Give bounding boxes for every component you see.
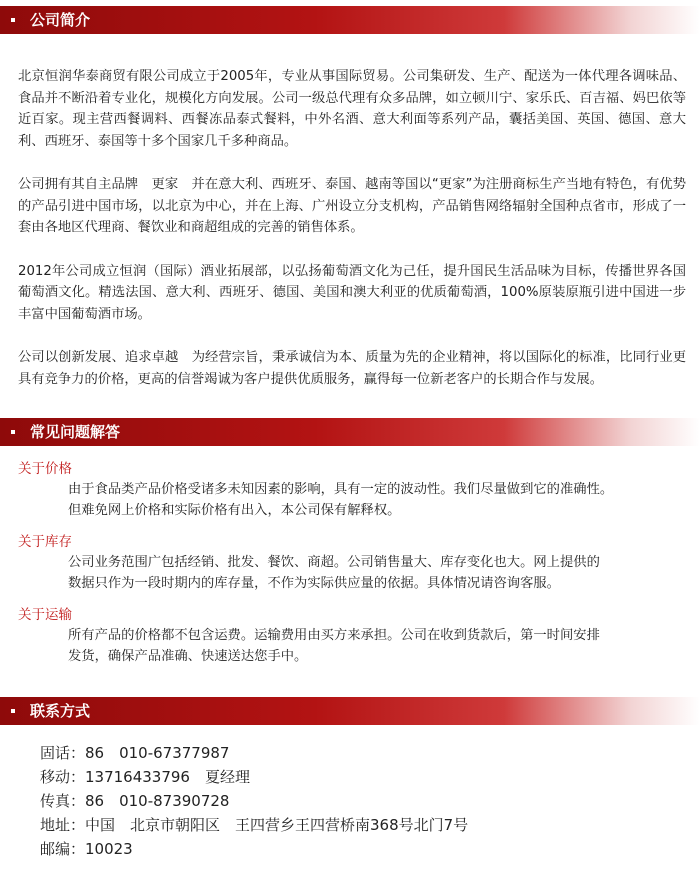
faq-item-line: 所有产品的价格都不包含运费。运输费用由买方来承担。公司在收到货款后，第一时间安排 (68, 628, 600, 643)
faq-item-line: 公司业务范围广包括经销、批发、餐饮、商超。公司销售量大、库存变化也大。网上提供的 (68, 555, 600, 570)
company-intro-header (0, 6, 700, 34)
contact-address: 地址：中国 北京市朝阳区 王四营乡王四营桥南368号北门7号 (40, 816, 469, 834)
faq-item-line: 数据只作为一段时期内的库存量，不作为实际供应量的依据。具体情况请咨询客服。 (68, 576, 560, 591)
faq-item-line: 由于食品类产品价格受诸多未知因素的影响，具有一定的波动性。我们尽量做到它的准确性。 (68, 482, 614, 497)
contact-mobile: 移动：13716433796 夏经理 (40, 768, 250, 786)
faq-item-body (18, 625, 688, 667)
contact-title: 联系方式 (30, 702, 91, 720)
company-intro-title: 公司简介 (30, 11, 91, 29)
faq-item-body (18, 552, 688, 594)
intro-paragraph: 北京恒润华泰商贸有限公司成立于2005年，专业从事国际贸易。公司集研发、生产、配送为一体代理各调味品、食品并不断沿着专业化，规模化方向发展。公司一级总代理有众多品牌，如立顿川宁、家乐氏、百吉福、妈巴依等近百家。现主营西餐调料、西餐冻品泰式餐料，中外名酒、意大利面等系列产品，囊括美国、英国、德国、意大利、西班牙、泰国等十多个国家几千多种商品。 (18, 69, 686, 149)
faq-item-shipping (18, 606, 688, 667)
faq-section (18, 460, 688, 679)
contact-landline: 固话：86 010-67377987 (40, 744, 230, 762)
contact-postcode: 邮编：10023 (40, 840, 133, 858)
intro-paragraph: 2012年公司成立恒润（国际）酒业拓展部，以弘扬葡萄酒文化为己任，提升国民生活品味为目标，传播世界各国葡萄酒文化。精选法国、意大利、西班牙、德国、美国和澳大利亚的优质葡萄酒，100%原装原瓶引进中国进一步丰富中国葡萄酒市场。 (18, 263, 686, 322)
contact-section (40, 741, 680, 861)
contact-header (0, 697, 700, 725)
faq-item-stock (18, 533, 688, 594)
faq-header (0, 418, 700, 446)
faq-item-title: 关于价格 (18, 461, 72, 477)
company-intro-section (18, 66, 686, 412)
intro-paragraph: 公司以创新发展、追求卓越 为经营宗旨，秉承诚信为本、质量为先的企业精神，将以国际化的标准，比同行业更具有竞争力的价格，更高的信誉竭诚为客户提供优质服务，赢得每一位新老客户的长期合作与发展。 (18, 350, 686, 387)
faq-item-line: 发货，确保产品准确、快速送达您手中。 (68, 649, 308, 664)
faq-title: 常见问题解答 (30, 423, 121, 441)
faq-item-body (18, 479, 688, 521)
faq-item-title: 关于运输 (18, 607, 72, 623)
intro-paragraph: 公司拥有其自主品牌 更家 并在意大利、西班牙、泰国、越南等国以“更家”为注册商标生产当地有特色，有优势的产品引进中国市场，以北京为中心，并在上海、广州设立分支机构，产品销售网络辐射全国种点省市，形成了一套由各地区代理商、餐饮业和商超组成的完善的销售体系。 (18, 177, 686, 235)
faq-item-title: 关于库存 (18, 534, 72, 550)
faq-item-line: 但难免网上价格和实际价格有出入，本公司保有解释权。 (68, 503, 401, 518)
contact-fax: 传真：86 010-87390728 (40, 792, 230, 810)
faq-item-price (18, 460, 688, 521)
